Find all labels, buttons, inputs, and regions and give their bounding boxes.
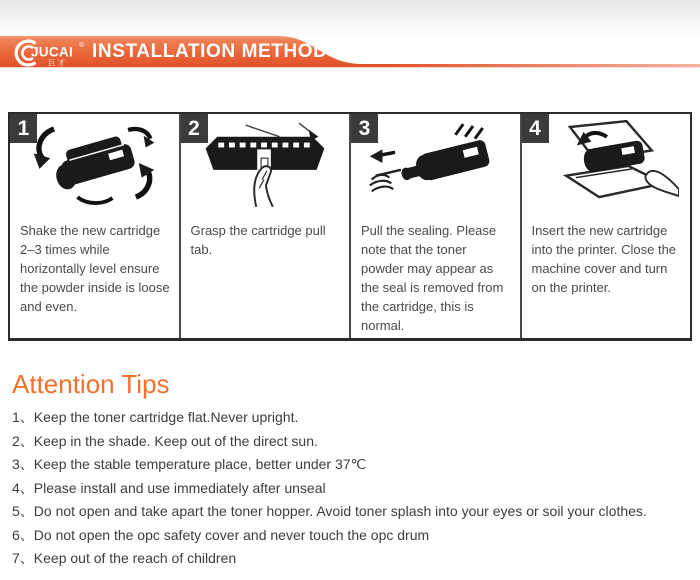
step-panel-3 — [349, 114, 520, 338]
step-text: Pull the sealing. Please note that the toner powder may appear as the seal is removed from the cartridge, this is normal. — [361, 223, 504, 333]
tip-item: 1、Keep the toner cartridge flat.Never upright. — [12, 409, 299, 425]
tip-item: 4、Please install and use immediately after unseal — [12, 479, 326, 496]
step-panel-1 — [10, 114, 179, 338]
tip-item: 3、Keep the stable temperature place, better under 37℃ — [12, 456, 367, 472]
pull-seal-illustration — [362, 118, 508, 210]
brand-cjk-name: 巨才 — [48, 58, 67, 68]
insert-cartridge-illustration — [533, 118, 679, 210]
step-text: Insert the new cartridge into the printer. Close the machine cover and turn on the printer. — [531, 223, 677, 295]
brand-name: JUCAI — [31, 44, 74, 60]
attention-tips-list — [12, 410, 700, 566]
installation-steps-row — [8, 112, 692, 341]
tip-item: 6、Do not open the opc safety cover and never touch the opc drum — [12, 526, 430, 543]
tip-item: 7、Keep out of the reach of children — [12, 550, 237, 566]
grasp-pull-tab-illustration — [192, 118, 338, 210]
tip-item: 2、Keep in the shade. Keep out of the direct sun. — [12, 432, 318, 449]
step-text: Shake the new cartridge 2–3 times while horizontally level ensure the powder inside is loose and even. — [20, 223, 170, 314]
step-text: Grasp the cartridge pull tab. — [190, 223, 326, 257]
step-number-badge: 1 — [10, 114, 37, 143]
attention-tips-heading: Attention Tips — [12, 369, 170, 399]
registered-trademark-mark: ® — [79, 42, 84, 49]
tip-item: 5、Do not open and take apart the toner hopper. Avoid toner splash into your eyes or soil your clothes. — [12, 503, 647, 519]
header — [0, 0, 700, 70]
shake-cartridge-illustration — [21, 118, 167, 210]
step-number-badge: 3 — [351, 114, 378, 143]
step-number-badge: 2 — [181, 114, 208, 143]
step-number-badge: 4 — [522, 114, 549, 143]
page-title: INSTALLATION METHOD — [92, 41, 328, 62]
step-panel-2 — [179, 114, 350, 338]
brand-logo — [13, 38, 93, 68]
step-panel-4 — [520, 114, 691, 338]
